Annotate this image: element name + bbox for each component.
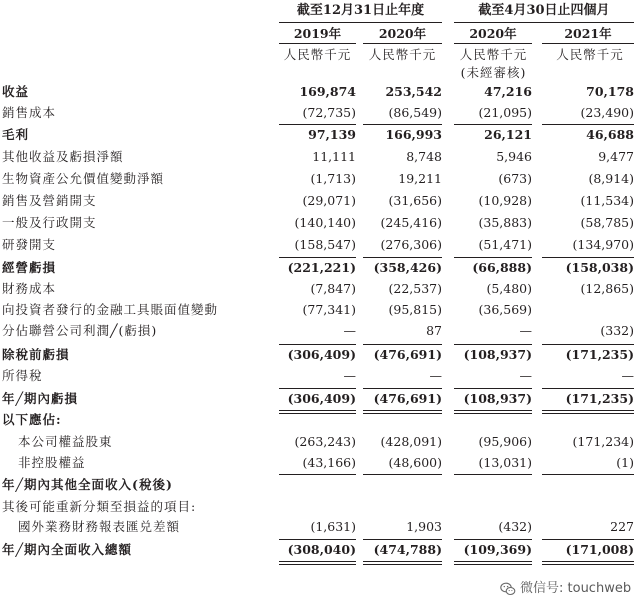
row-value: (171,235) bbox=[565, 391, 634, 406]
row-value: (7,847) bbox=[310, 281, 356, 296]
row-value: (474,788) bbox=[373, 542, 442, 557]
rule-line bbox=[542, 257, 634, 258]
double-rule-line bbox=[454, 561, 532, 565]
unit-label: 人民幣千元 bbox=[283, 47, 352, 62]
rule-line bbox=[542, 388, 634, 389]
row-value: (263,243) bbox=[294, 434, 356, 449]
row-value: (36,569) bbox=[478, 302, 532, 317]
rule-line bbox=[363, 257, 442, 258]
row-value: (221,221) bbox=[287, 260, 356, 275]
row-value: 70,178 bbox=[586, 84, 634, 99]
row-value: (428,091) bbox=[380, 434, 442, 449]
double-rule-line bbox=[363, 561, 442, 565]
row-value: (1) bbox=[616, 455, 634, 470]
row-value: — bbox=[519, 323, 532, 338]
row-value: (134,970) bbox=[572, 237, 634, 252]
row-value: 253,542 bbox=[385, 84, 442, 99]
table-row bbox=[0, 517, 640, 537]
rule-line bbox=[454, 344, 532, 345]
row-value: — bbox=[343, 323, 356, 338]
year-2020-period: 2020年 bbox=[454, 25, 532, 44]
unit-label: 人民幣千元 bbox=[459, 47, 528, 62]
row-label: 年╱期內全面收入總額 bbox=[2, 542, 133, 557]
row-value: (13,031) bbox=[478, 455, 532, 470]
row-value: (8,914) bbox=[588, 171, 634, 186]
row-value: (245,416) bbox=[380, 215, 442, 230]
row-label: 銷售及營銷開支 bbox=[2, 193, 97, 208]
unaudited-note: (未經審核) bbox=[460, 65, 527, 80]
double-rule-line bbox=[454, 410, 532, 414]
row-value: (23,490) bbox=[580, 105, 634, 120]
rule-line bbox=[542, 124, 634, 125]
rule-line bbox=[279, 474, 356, 475]
row-label: 本公司權益股東 bbox=[18, 434, 113, 449]
row-value: (29,071) bbox=[302, 193, 356, 208]
row-value: 9,477 bbox=[598, 149, 634, 164]
table-row bbox=[0, 103, 640, 123]
rule-line bbox=[454, 474, 532, 475]
row-value: — bbox=[343, 368, 356, 383]
row-label: 所得稅 bbox=[2, 368, 43, 383]
row-label: 銷售成本 bbox=[2, 105, 57, 120]
rule-line bbox=[363, 344, 442, 345]
row-value: (22,537) bbox=[388, 281, 442, 296]
row-value: (108,937) bbox=[463, 391, 532, 406]
row-value: (66,888) bbox=[472, 260, 532, 275]
rule-line bbox=[279, 344, 356, 345]
row-value: (48,600) bbox=[388, 455, 442, 470]
header-year-end: 截至12月31日止年度 bbox=[279, 2, 442, 23]
row-value: 166,993 bbox=[385, 127, 442, 142]
row-label: 財務成本 bbox=[2, 281, 57, 296]
rule-line bbox=[279, 539, 356, 540]
row-value: (21,095) bbox=[478, 105, 532, 120]
row-value: (673) bbox=[498, 171, 532, 186]
table-row bbox=[0, 366, 640, 386]
table-row bbox=[0, 345, 640, 365]
rule-line bbox=[542, 539, 634, 540]
row-value: 169,874 bbox=[299, 84, 356, 99]
row-value: (31,656) bbox=[388, 193, 442, 208]
row-value: 8,748 bbox=[406, 149, 442, 164]
double-rule-line bbox=[279, 410, 356, 414]
rule-line bbox=[454, 388, 532, 389]
row-value: 97,139 bbox=[308, 127, 356, 142]
row-value: (12,865) bbox=[580, 281, 634, 296]
table-row bbox=[0, 432, 640, 452]
table-row bbox=[0, 321, 640, 341]
row-label: 除稅前虧損 bbox=[2, 347, 70, 362]
row-value: (11,534) bbox=[580, 193, 634, 208]
table-row bbox=[0, 235, 640, 255]
row-value: (306,409) bbox=[287, 391, 356, 406]
row-label: 向投資者發行的金融工具賬面值變動 bbox=[2, 302, 219, 317]
table-row bbox=[0, 169, 640, 189]
row-value: (95,815) bbox=[388, 302, 442, 317]
row-value: (51,471) bbox=[478, 237, 532, 252]
row-value: (171,234) bbox=[572, 434, 634, 449]
row-value: (58,785) bbox=[580, 215, 634, 230]
row-label: 其他收益及虧損淨額 bbox=[2, 149, 124, 164]
double-rule-line bbox=[542, 410, 634, 414]
rule-line bbox=[279, 388, 356, 389]
row-label: 一般及行政開支 bbox=[2, 215, 97, 230]
table-row bbox=[0, 540, 640, 560]
row-value: 87 bbox=[426, 323, 442, 338]
year-2021-period: 2021年 bbox=[542, 25, 634, 44]
row-value: 46,688 bbox=[586, 127, 634, 142]
row-value: (108,937) bbox=[463, 347, 532, 362]
watermark-text: 微信号: touchweb bbox=[520, 581, 632, 596]
table-row bbox=[0, 497, 640, 517]
row-label: 毛利 bbox=[2, 127, 30, 142]
table-row bbox=[0, 258, 640, 278]
row-label: 經營虧損 bbox=[2, 260, 57, 275]
row-label: 生物資產公允價值變動淨額 bbox=[2, 171, 165, 186]
table-row bbox=[0, 82, 640, 102]
row-value: (306,409) bbox=[287, 347, 356, 362]
row-value: (171,235) bbox=[565, 347, 634, 362]
rule-line bbox=[454, 539, 532, 540]
row-label: 其後可能重新分類至損益的項目: bbox=[2, 499, 197, 514]
rule-line bbox=[542, 474, 634, 475]
row-value: (35,883) bbox=[478, 215, 532, 230]
row-value: — bbox=[621, 368, 634, 383]
table-row bbox=[0, 147, 640, 167]
row-value: (1,631) bbox=[310, 519, 356, 534]
row-value: (140,140) bbox=[294, 215, 356, 230]
double-rule-line bbox=[279, 561, 356, 565]
row-label: 年╱期內其他全面收入(稅後) bbox=[2, 477, 173, 492]
row-value: (308,040) bbox=[287, 542, 356, 557]
table-row bbox=[0, 125, 640, 145]
table-row bbox=[0, 389, 640, 409]
double-rule-line bbox=[542, 561, 634, 565]
row-value: (10,928) bbox=[478, 193, 532, 208]
row-value: 227 bbox=[610, 519, 634, 534]
rule-line bbox=[454, 257, 532, 258]
unit-label: 人民幣千元 bbox=[556, 47, 624, 62]
wechat-icon bbox=[500, 581, 516, 597]
year-2020: 2020年 bbox=[363, 25, 442, 44]
row-value: 47,216 bbox=[484, 84, 532, 99]
row-label: 分佔聯營公司利潤╱(虧損) bbox=[2, 323, 158, 338]
row-value: (77,341) bbox=[302, 302, 356, 317]
row-value: 19,211 bbox=[398, 171, 442, 186]
row-label: 非控股權益 bbox=[18, 455, 86, 470]
row-value: (95,906) bbox=[478, 434, 532, 449]
double-rule-line bbox=[363, 410, 442, 414]
unit-label: 人民幣千元 bbox=[368, 47, 437, 62]
row-value: (109,369) bbox=[463, 542, 532, 557]
row-value: (332) bbox=[600, 323, 634, 338]
rule-line bbox=[542, 344, 634, 345]
row-value: (276,306) bbox=[380, 237, 442, 252]
year-2019: 2019年 bbox=[279, 25, 356, 44]
rule-line bbox=[454, 124, 532, 125]
row-label: 研發開支 bbox=[2, 237, 57, 252]
row-value: (1,713) bbox=[310, 171, 356, 186]
row-label: 收益 bbox=[2, 84, 30, 99]
rule-line bbox=[279, 257, 356, 258]
row-value: (72,735) bbox=[302, 105, 356, 120]
row-value: 5,946 bbox=[496, 149, 532, 164]
table-row bbox=[0, 279, 640, 299]
row-value: 11,111 bbox=[312, 149, 356, 164]
header-four-month: 截至4月30日止四個月 bbox=[454, 2, 634, 23]
table-row bbox=[0, 191, 640, 211]
table-row bbox=[0, 213, 640, 233]
row-value: (158,038) bbox=[565, 260, 634, 275]
row-value: — bbox=[429, 368, 442, 383]
row-value: 1,903 bbox=[406, 519, 442, 534]
row-value: (43,166) bbox=[302, 455, 356, 470]
row-value: (476,691) bbox=[373, 347, 442, 362]
row-value: (358,426) bbox=[373, 260, 442, 275]
rule-line bbox=[363, 124, 442, 125]
row-value: — bbox=[519, 368, 532, 383]
rule-line bbox=[279, 124, 356, 125]
row-value: (171,008) bbox=[565, 542, 634, 557]
row-value: (5,480) bbox=[486, 281, 532, 296]
row-label: 年╱期內虧損 bbox=[2, 391, 79, 406]
table-row bbox=[0, 475, 640, 495]
table-row bbox=[0, 300, 640, 320]
rule-line bbox=[363, 539, 442, 540]
row-value: (86,549) bbox=[388, 105, 442, 120]
row-label: 以下應佔: bbox=[2, 412, 62, 427]
row-value: 26,121 bbox=[484, 127, 532, 142]
row-value: (476,691) bbox=[373, 391, 442, 406]
table-row bbox=[0, 453, 640, 473]
row-label: 國外業務財務報表匯兑差額 bbox=[18, 519, 181, 534]
row-value: (432) bbox=[498, 519, 532, 534]
row-value: (158,547) bbox=[294, 237, 356, 252]
rule-line bbox=[363, 388, 442, 389]
watermark bbox=[500, 579, 636, 599]
rule-line bbox=[363, 474, 442, 475]
